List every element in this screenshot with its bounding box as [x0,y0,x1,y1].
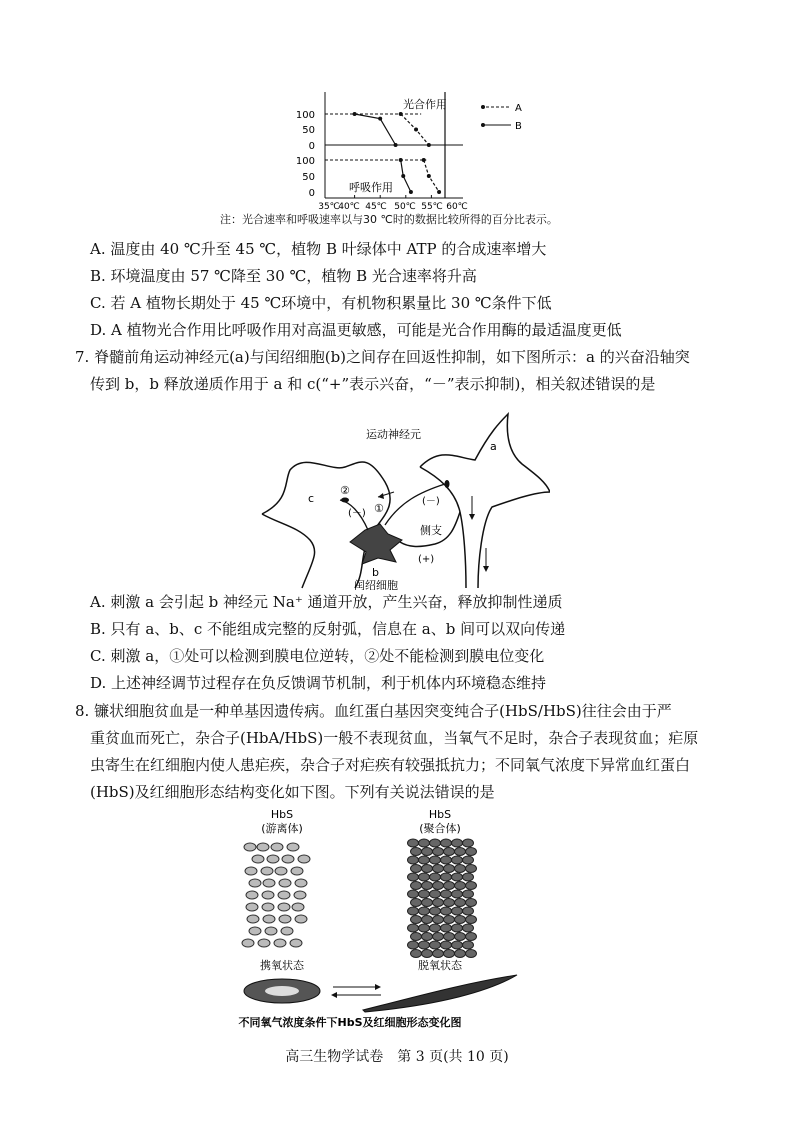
arrowhead-down-1 [469,514,475,520]
polymer-hbs-molecule [463,890,474,898]
series-B-1-line [355,114,396,145]
polymer-hbs-molecule [441,907,452,915]
series-A-0-point-1 [414,128,418,132]
polymer-hbs-molecule [433,916,444,924]
polymer-hbs-molecule [444,882,455,890]
free-hbs-molecule [295,915,307,923]
free-hbs-molecule [263,915,275,923]
polymer-hbs-molecule [452,907,463,915]
polymer-hbs-molecule [433,848,444,856]
free-hbs-molecule [246,903,258,911]
arrowhead-left [378,493,384,499]
polymer-hbs-molecule [441,941,452,949]
legend-a-dot [481,105,485,109]
polymer-hbs-molecule [466,865,477,873]
polymer-hbs-molecule [466,933,477,941]
marker-1: ① [374,502,384,515]
free-hbs-molecule [258,939,270,947]
polymer-hbs-molecule [419,856,430,864]
series-B-3-point-2 [409,190,413,194]
polymer-hbs-molecule [455,848,466,856]
label-deoxygenated: 脱氧状态 [418,959,462,972]
polymer-hbs-molecule [419,839,430,847]
neuron-c-body [262,462,390,588]
y-tick-top-100: 100 [295,110,315,121]
polymer-hbs-molecule [422,899,433,907]
series-A-2-point-1 [427,174,431,178]
plus-sign: (+) [418,554,435,565]
polymer-hbs-molecule [433,899,444,907]
polymer-hbs-molecules [408,839,477,958]
series-B-3-point-1 [401,174,405,178]
free-hbs-molecule [282,855,294,863]
polymer-hbs-molecule [466,882,477,890]
label-oxygenated: 携氧状态 [260,959,304,972]
free-hbs-molecule [267,855,279,863]
free-hbs-molecule [292,903,304,911]
polymer-hbs-molecule [455,882,466,890]
polymer-hbs-molecule [441,839,452,847]
polymer-hbs-molecule [444,916,455,924]
polymer-hbs-molecule [422,865,433,873]
free-hbs-molecule [287,843,299,851]
y-tick-top-0: 0 [308,141,315,152]
polymer-hbs-molecule [430,839,441,847]
polymer-hbs-molecule [408,873,419,881]
polymer-hbs-molecule [419,907,430,915]
polymer-hbs-molecule [441,924,452,932]
free-hbs-molecules [242,843,310,947]
polymer-hbs-molecule [452,873,463,881]
neuron-diagram [250,412,550,590]
polymer-hbs-molecule [466,848,477,856]
polymer-hbs-molecule [455,933,466,941]
q7-option-c: C. 刺激 a，①处可以检测到膜电位逆转，②处不能检测到膜电位变化 [90,647,545,665]
q7-option-d: D. 上述神经调节过程存在负反馈调节机制，利于机体内环境稳态维持 [90,674,547,692]
y-tick-bottom-0: 0 [308,188,315,199]
polymer-hbs-molecule [433,950,444,958]
free-hbs-molecule [247,915,259,923]
free-hbs-molecule [290,939,302,947]
polymer-hbs-molecule [419,924,430,932]
polymer-hbs-molecule [408,839,419,847]
polymer-hbs-molecule [455,950,466,958]
free-hbs-molecule [252,855,264,863]
label-c: c [308,492,315,505]
x-tick-40: 40℃ [338,202,360,210]
q6-option-d: D. A 植物光合作用比呼吸作用对高温更敏感，可能是光合作用酶的最适温度更低 [90,321,622,339]
polymer-hbs-molecule [433,933,444,941]
polymer-hbs-molecule [441,890,452,898]
q8-stem-line2: 重贫血而死亡，杂合子(HbA/HbS)一般不表现贫血，当氧气不足时，杂合子表现贫血；疟原 [90,729,699,747]
polymer-hbs-molecule [422,882,433,890]
label-polymer: (聚合体) [419,822,461,835]
polymer-hbs-molecule [452,890,463,898]
q8-stem-line1: 8. 镰状细胞贫血是一种单基因遗传病。血红蛋白基因突变纯合子(HbS/HbS)往往会由于严 [75,702,672,720]
polymer-hbs-molecule [408,907,419,915]
free-hbs-molecule [242,939,254,947]
polymer-hbs-molecule [430,856,441,864]
series-B-1-point-0 [353,112,357,116]
free-hbs-molecule [279,879,291,887]
synapse-dot-c [341,498,349,503]
polymer-hbs-molecule [430,941,441,949]
polymer-hbs-molecule [430,924,441,932]
free-hbs-molecule [246,891,258,899]
q8-stem-line3: 虫寄生在红细胞内使人患疟疾，杂合子对疟疾有较强抵抗力；不同氧气浓度下异常血红蛋白 [90,756,691,774]
polymer-hbs-molecule [408,924,419,932]
polymer-hbs-molecule [463,941,474,949]
normal-red-cell-center [265,986,299,996]
free-hbs-molecule [265,927,277,935]
label-hbs-free: HbS [270,808,294,821]
label-motor-neuron: 运动神经元 [366,428,421,441]
page-footer: 高三生物学试卷 第 3 页(共 10 页) [285,1049,509,1065]
polymer-hbs-molecule [452,856,463,864]
marker-2: ② [340,484,350,497]
synapse-dot-a [445,480,450,488]
respiration-label: 呼吸作用 [349,181,393,194]
polymer-hbs-molecule [444,865,455,873]
polymer-hbs-molecule [452,924,463,932]
polymer-hbs-molecule [444,848,455,856]
series-A-2-point-0 [422,158,426,162]
chart-note: 注：光合速率和呼吸速率以与30 ℃时的数据比较所得的百分比表示。 [220,213,558,226]
polymer-hbs-molecule [463,873,474,881]
q8-stem-line4: (HbS)及红细胞形态结构变化如下图。下列有关说法错误的是 [90,783,495,801]
polymer-hbs-molecule [411,848,422,856]
polymer-hbs-molecule [463,924,474,932]
y-tick-top-50: 50 [302,125,315,136]
polymer-hbs-molecule [441,856,452,864]
polymer-hbs-molecule [419,873,430,881]
free-hbs-molecule [262,891,274,899]
polymer-hbs-molecule [422,848,433,856]
series-A-2-line [424,160,439,192]
polymer-hbs-molecule [422,950,433,958]
free-hbs-molecule [245,867,257,875]
y-tick-bottom-100: 100 [295,156,315,167]
x-tick-60: 60℃ [446,202,468,210]
free-hbs-molecule [271,843,283,851]
legend-b-dot [481,123,485,127]
polymer-hbs-molecule [411,950,422,958]
free-hbs-molecule [295,879,307,887]
hbs-diagram [225,805,525,1030]
q6-option-b: B. 环境温度由 57 ℃降至 30 ℃，植物 B 光合速率将升高 [90,267,477,285]
free-hbs-molecule [244,843,256,851]
sickle-red-cell [363,975,517,1012]
polymer-hbs-molecule [422,933,433,941]
legend-a: A [515,103,522,114]
free-hbs-molecule [278,903,290,911]
series-B-1-point-1 [378,117,382,121]
polymer-hbs-molecule [430,907,441,915]
arrowhead-right [375,984,381,990]
q7-stem-line1: 7. 脊髓前角运动神经元(a)与闰绍细胞(b)之间存在回返性抑制，如下图所示：a 的兴奋沿轴突 [75,348,690,366]
polymer-hbs-molecule [433,865,444,873]
polymer-hbs-molecule [463,856,474,864]
x-tick-45: 45℃ [365,202,387,210]
series-A-2-point-2 [437,190,441,194]
free-hbs-molecule [298,855,310,863]
minus-a: (－) [422,496,440,507]
polymer-hbs-molecule [463,907,474,915]
renshaw-cell [350,524,402,564]
free-hbs-molecule [261,867,273,875]
polymer-hbs-molecule [408,941,419,949]
polymer-hbs-molecule [411,882,422,890]
q7-option-b: B. 只有 a、b、c 不能组成完整的反射弧，信息在 a、b 间可以双向传递 [90,620,566,638]
polymer-hbs-molecule [408,890,419,898]
polymer-hbs-molecule [430,873,441,881]
free-hbs-molecule [262,903,274,911]
free-hbs-molecule [291,867,303,875]
arrowhead-left-back [331,992,337,998]
polymer-hbs-molecule [433,882,444,890]
polymer-hbs-molecule [466,950,477,958]
polymer-hbs-molecule [411,865,422,873]
q7-stem-line2: 传到 b，b 释放递质作用于 a 和 c(“+”表示兴奋，“－”表示抑制)，相关叙述错误的是 [90,375,656,393]
series-A-0-point-2 [427,143,431,147]
polymer-hbs-molecule [441,873,452,881]
free-hbs-molecule [274,939,286,947]
free-hbs-molecule [257,843,269,851]
polymer-hbs-molecule [411,916,422,924]
q6-option-a: A. 温度由 40 ℃升至 45 ℃，植物 B 叶绿体中 ATP 的合成速率增大 [90,240,547,258]
minus-c: (－) [348,508,366,519]
free-hbs-molecule [281,927,293,935]
polymer-hbs-molecule [455,916,466,924]
polymer-hbs-molecule [463,839,474,847]
polymer-hbs-molecule [455,865,466,873]
label-b: b [372,566,379,579]
photosynthesis-label: 光合作用 [403,98,447,111]
x-tick-55: 55℃ [421,202,443,210]
polymer-hbs-molecule [466,916,477,924]
polymer-hbs-molecule [466,899,477,907]
free-hbs-molecule [275,867,287,875]
temperature-rate-chart [285,92,545,210]
arrowhead-down-2 [483,566,489,572]
free-hbs-molecule [249,879,261,887]
polymer-hbs-molecule [444,950,455,958]
free-hbs-molecule [279,915,291,923]
figure-caption: 不同氧气浓度条件下HbS及红细胞形态变化图 [238,1016,462,1029]
label-renshaw: 闰绍细胞 [354,579,398,590]
q7-option-a: A. 刺激 a 会引起 b 神经元 Na⁺ 通道开放，产生兴奋，释放抑制性递质 [90,593,563,611]
label-free-form: (游离体) [261,822,303,835]
polymer-hbs-molecule [430,890,441,898]
polymer-hbs-molecule [452,839,463,847]
series-A-0-point-0 [399,112,403,116]
polymer-hbs-molecule [422,916,433,924]
legend-b: B [515,121,522,132]
q6-option-c: C. 若 A 植物长期处于 45 ℃环境中，有机物积累量比 30 ℃条件下低 [90,294,552,312]
free-hbs-molecule [294,891,306,899]
label-branch: 侧支 [420,524,442,537]
polymer-hbs-molecule [452,941,463,949]
free-hbs-molecule [249,927,261,935]
x-tick-50: 50℃ [394,202,416,210]
polymer-hbs-molecule [444,933,455,941]
series-B-1-point-2 [394,143,398,147]
polymer-hbs-molecule [411,933,422,941]
label-hbs-poly: HbS [428,808,452,821]
polymer-hbs-molecule [444,899,455,907]
x-tick-35: 35℃ [318,202,340,210]
polymer-hbs-molecule [419,941,430,949]
series-B-3-point-0 [399,158,403,162]
label-a: a [490,440,497,453]
polymer-hbs-molecule [408,856,419,864]
polymer-hbs-molecule [419,890,430,898]
free-hbs-molecule [263,879,275,887]
polymer-hbs-molecule [411,899,422,907]
polymer-hbs-molecule [455,899,466,907]
y-tick-bottom-50: 50 [302,172,315,183]
free-hbs-molecule [278,891,290,899]
